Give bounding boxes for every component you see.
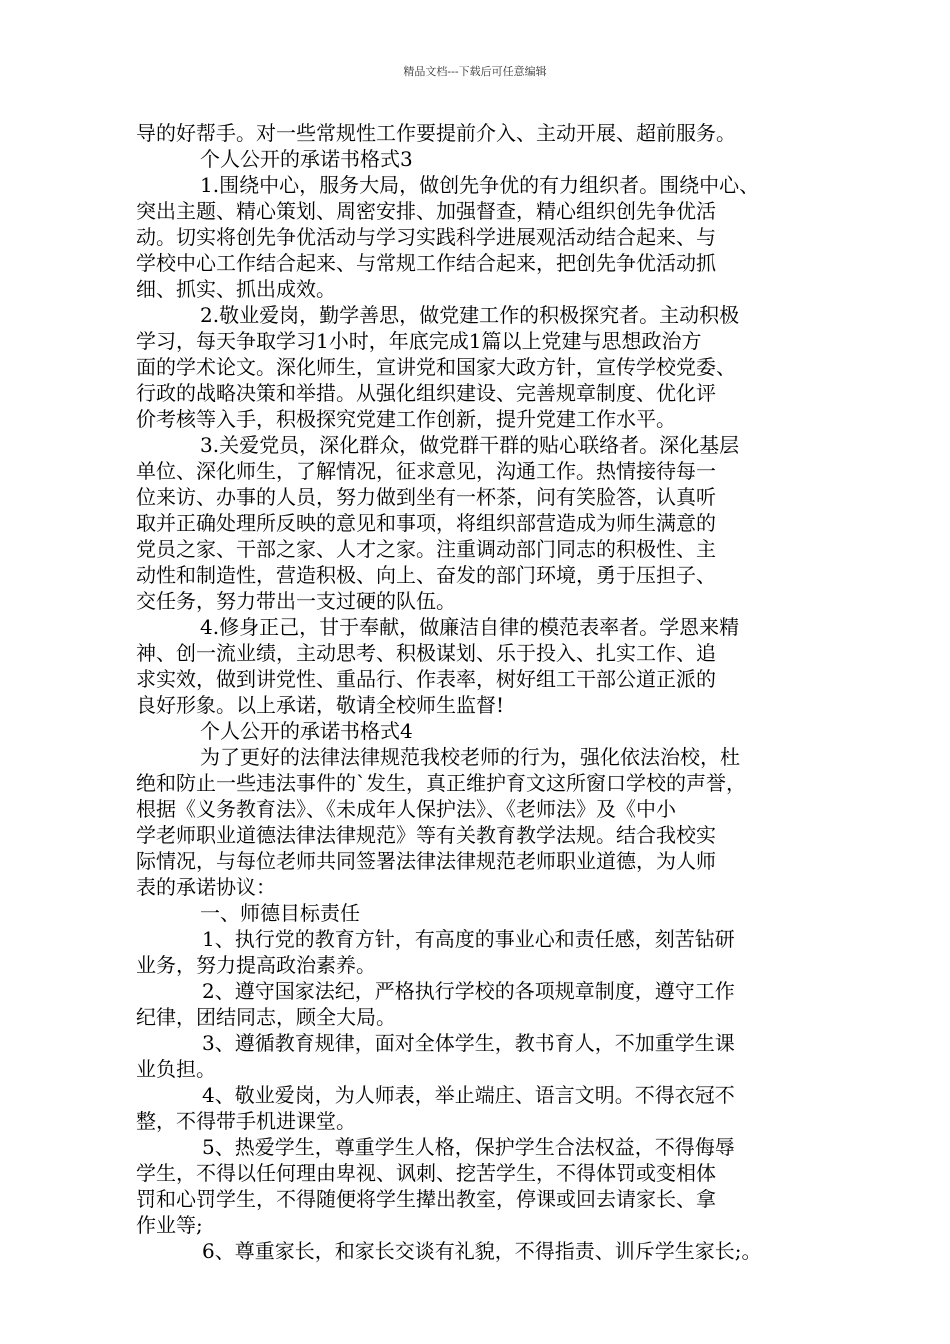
paragraph-line: 突出主题、精心策划、周密安排、加强督查，精心组织创先争优活 xyxy=(136,199,716,223)
paragraph-line: 动。切实将创先争优活动与学习实践科学进展观活动结合起来、与 xyxy=(136,225,716,249)
paragraph-line: 业务，努力提高政治素养。 xyxy=(136,953,376,977)
paragraph-line: 面的学术论文。深化师生，宣讲党和国家大政方针，宣传学校党委、 xyxy=(136,355,736,379)
paragraph-line: 2.敬业爱岗，勤学善思，做党建工作的积极探究者。主动积极 xyxy=(200,303,740,327)
paragraph-line: 细、抓实、抓出成效。 xyxy=(136,277,336,301)
paragraph-line: 2、遵守国家法纪，严格执行学校的各项规章制度，遵守工作 xyxy=(202,979,735,1003)
paragraph-line: 绝和防止一些违法事件的`发生，真正维护育文这所窗口学校的声誉， xyxy=(136,771,746,795)
paragraph-line: 神、创一流业绩，主动思考、积极谋划、乐于投入、扎实工作、追 xyxy=(136,641,716,665)
paragraph-line: 位来访、办事的人员，努力做到坐有一杯茶，问有笑脸答，认真听 xyxy=(136,485,716,509)
paragraph-line: 6、尊重家长，和家长交谈有礼貌，不得指责、训斥学生家长;。 xyxy=(202,1239,762,1263)
paragraph-line: 3.关爱党员，深化群众，做党群干群的贴心联络者。深化基层 xyxy=(200,433,740,457)
paragraph-line: 4、敬业爱岗，为人师表，举止端庄、语言文明。不得衣冠不 xyxy=(202,1083,735,1107)
paragraph-line: 际情况，与每位老师共同签署法律法律规范老师职业道德，为人师 xyxy=(136,849,716,873)
page-header: 精品文档---下载后可任意编辑 xyxy=(403,65,547,78)
paragraph-line: 表的承诺协议： xyxy=(136,875,276,899)
paragraph-line: 行政的战略决策和举措。从强化组织建设、完善规章制度、优化评 xyxy=(136,381,716,405)
paragraph-line: 根据《义务教育法》、《未成年人保护法》、《老师法》及《中小 xyxy=(136,797,676,821)
paragraph-line: 党员之家、干部之家、人才之家。注重调动部门同志的积极性、主 xyxy=(136,537,716,561)
paragraph-line: 学生，不得以任何理由卑视、讽刺、挖苦学生，不得体罚或变相体 xyxy=(136,1161,716,1185)
paragraph-line: 导的好帮手。对一些常规性工作要提前介入、主动开展、超前服务。 xyxy=(136,121,736,145)
paragraph-line: 5、热爱学生，尊重学生人格，保护学生合法权益，不得侮辱 xyxy=(202,1135,735,1159)
paragraph-line: 整，不得带手机进课堂。 xyxy=(136,1109,356,1133)
paragraph-line: 良好形象。以上承诺，敬请全校师生监督! xyxy=(136,693,505,717)
paragraph-line: 4.修身正己，甘于奉献，做廉洁自律的模范表率者。学恩来精 xyxy=(200,615,740,639)
paragraph-line: 学校中心工作结合起来、与常规工作结合起来，把创先争优活动抓 xyxy=(136,251,716,275)
paragraph-line: 求实效，做到讲党性、重品行、作表率，树好组工干部公道正派的 xyxy=(136,667,716,691)
paragraph-line: 交任务，努力带出一支过硬的队伍。 xyxy=(136,589,456,613)
paragraph-line: 动性和制造性，营造积极、向上、奋发的部门环境，勇于压担子、 xyxy=(136,563,716,587)
section-heading: 个人公开的承诺书格式4 xyxy=(200,719,413,743)
section-heading: 个人公开的承诺书格式3 xyxy=(200,147,413,171)
document-body xyxy=(136,120,824,1264)
paragraph-line: 罚和心罚学生，不得随便将学生撵出教室，停课或回去请家长、拿 xyxy=(136,1187,716,1211)
paragraph-line: 1、执行党的教育方针，有高度的事业心和责任感，刻苦钻研 xyxy=(202,927,735,951)
paragraph-line: 纪律，团结同志，顾全大局。 xyxy=(136,1005,396,1029)
paragraph-line: 学习，每天争取学习1小时，年底完成1篇以上党建与思想政治方 xyxy=(136,329,702,353)
paragraph-line: 价考核等入手，积极探究党建工作创新，提升党建工作水平。 xyxy=(136,407,676,431)
paragraph-line: 单位、深化师生，了解情况，征求意见，沟通工作。热情接待每一 xyxy=(136,459,716,483)
paragraph-line: 学老师职业道德法律法律规范》等有关教育教学法规。结合我校实 xyxy=(136,823,716,847)
paragraph-line: 1.围绕中心，服务大局，做创先争优的有力组织者。围绕中心、 xyxy=(200,173,760,197)
paragraph-line: 作业等; xyxy=(136,1213,203,1237)
paragraph-line: 取并正确处理所反映的意见和事项，将组织部营造成为师生满意的 xyxy=(136,511,716,535)
paragraph-line: 3、遵循教育规律，面对全体学生，教书育人，不加重学生课 xyxy=(202,1031,735,1055)
paragraph-line: 业负担。 xyxy=(136,1057,216,1081)
section-heading: 一、师德目标责任 xyxy=(200,901,360,925)
paragraph-line: 为了更好的法律法律规范我校老师的行为，强化依法治校，杜 xyxy=(200,745,740,769)
